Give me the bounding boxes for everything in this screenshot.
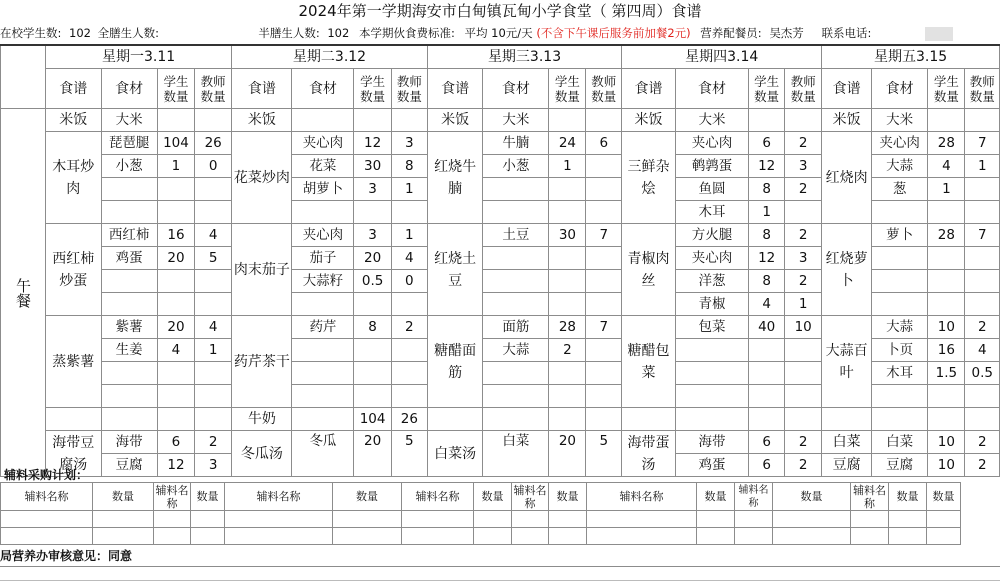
recipe-header: 食谱: [427, 69, 483, 109]
student-qty-cell: 28: [928, 224, 965, 247]
student-qty-cell: 3: [354, 224, 391, 247]
teacher-qty-cell: 2: [965, 454, 1000, 477]
teacher-qty-cell: 7: [586, 316, 622, 339]
teacher-qty-cell: 7: [965, 224, 1000, 247]
ingredient-cell: 琵琶腿: [101, 132, 157, 155]
dish-rice: 米饭: [622, 109, 676, 132]
half-value: 102: [327, 26, 350, 40]
aux-plan-label: 辅料采购计划：: [4, 468, 89, 482]
ingredient-cell: 夹心肉: [675, 132, 748, 155]
teacher-qty-cell: 6: [586, 132, 622, 155]
ingredient-header: 食材: [292, 69, 354, 109]
ingredient-cell: 卜页: [872, 339, 928, 362]
aux-qty-header: 数量: [773, 483, 851, 511]
ingredient-cell: [292, 109, 354, 132]
student-qty-cell: 12: [354, 132, 391, 155]
student-qty-cell: 20: [157, 316, 194, 339]
ingredient-cell: 大米: [101, 109, 157, 132]
ingredient-cell: 茄子: [292, 247, 354, 270]
student-qty-cell: 10: [928, 454, 965, 477]
student-qty-header: 学生数量: [157, 69, 194, 109]
student-qty-cell: 104: [157, 132, 194, 155]
ingredient-cell: 大蒜: [872, 155, 928, 178]
milk-teacher-qty: 26: [391, 408, 427, 431]
teacher-qty-cell: 10: [785, 316, 822, 339]
ingredient-cell: 冬瓜: [292, 431, 354, 477]
teacher-qty-cell: 4: [195, 224, 232, 247]
ingredient-cell: 木耳: [872, 362, 928, 385]
student-qty-header: 学生数量: [749, 69, 785, 109]
aux-name-short-header: 辅料名称: [851, 483, 889, 511]
ingredient-cell: 夹心肉: [292, 132, 354, 155]
teacher-qty-cell: 3: [785, 247, 822, 270]
redacted-phone: [925, 27, 953, 41]
recipe-header: 食谱: [822, 69, 872, 109]
student-qty-cell: 8: [749, 270, 785, 293]
ingredient-header: 食材: [872, 69, 928, 109]
student-qty-cell: 28: [549, 316, 586, 339]
teacher-qty-cell: 1: [391, 178, 427, 201]
dish-tue-3: 药芹茶干: [232, 316, 292, 408]
ingredient-cell: 药芹: [292, 316, 354, 339]
student-qty-cell: 12: [749, 247, 785, 270]
ingredient-cell: 鸡蛋: [101, 247, 157, 270]
aux-name-header: 辅料名称: [402, 483, 474, 511]
teacher-qty-cell: 4: [391, 247, 427, 270]
teacher-qty-cell: 3: [195, 454, 232, 477]
dish-rice: 米饭: [46, 109, 102, 132]
ingredient-cell: 鸡蛋: [675, 454, 748, 477]
ingredient-cell: 萝卜: [872, 224, 928, 247]
full-label: 全膳生人数:: [97, 26, 160, 40]
ingredient-cell: 生姜: [101, 339, 157, 362]
aux-name-header: 辅料名称: [735, 483, 773, 511]
student-qty-header: 学生数量: [354, 69, 391, 109]
teacher-qty-cell: 2: [965, 431, 1000, 454]
dish-tue-4: 冬瓜汤: [232, 431, 292, 477]
ingredient-cell: 豆腐: [872, 454, 928, 477]
ingredient-cell: 面筋: [483, 316, 549, 339]
student-qty-cell: 8: [749, 224, 785, 247]
student-qty-cell: 8: [354, 316, 391, 339]
student-qty-cell: 1: [549, 155, 586, 178]
aux-qty-header: 数量: [333, 483, 402, 511]
aux-qty-header: 数量: [697, 483, 735, 511]
student-qty-cell: 28: [928, 132, 965, 155]
student-qty-cell: 40: [749, 316, 785, 339]
ingredient-cell: 大蒜: [872, 316, 928, 339]
student-qty-cell: 12: [749, 155, 785, 178]
teacher-qty-cell: 4: [965, 339, 1000, 362]
ingredient-cell: 葱: [872, 178, 928, 201]
day-header-wed: 星期三3.13: [427, 45, 621, 69]
teacher-qty-cell: 7: [965, 132, 1000, 155]
ingredient-header: 食材: [675, 69, 748, 109]
half-label: 半膳生人数:: [258, 26, 320, 40]
aux-name-short-header: 辅料名称: [513, 483, 547, 510]
teacher-qty-cell: 1: [965, 155, 1000, 178]
teacher-qty-cell: [586, 339, 622, 362]
teacher-qty-cell: 1: [785, 293, 822, 316]
teacher-qty-cell: 5: [391, 431, 427, 477]
ingredient-cell: 木耳: [675, 201, 748, 224]
fee-note: (不含下午课后服务前加餐2元): [536, 26, 691, 40]
dish-mon-4: 海带豆腐汤: [46, 431, 102, 477]
teacher-qty-cell: 2: [785, 224, 822, 247]
ingredient-cell: 紫薯: [101, 316, 157, 339]
teacher-qty-cell: 3: [785, 155, 822, 178]
dish-wed-2: 红烧土豆: [427, 224, 483, 316]
student-qty-cell: 6: [749, 132, 785, 155]
dish-wed-3: 糖醋面筋: [427, 316, 483, 408]
student-qty-cell: 6: [749, 454, 785, 477]
phone-label: 联系电话:: [821, 26, 872, 40]
aux-qty-header: 数量: [191, 483, 225, 511]
dish-fri-2: 红烧萝卜: [822, 224, 872, 316]
dietitian-label: 营养配餐员:: [700, 26, 762, 40]
teacher-qty-cell: 1: [195, 339, 232, 362]
student-qty-cell: 4: [157, 339, 194, 362]
dish-fri-4b: 豆腐: [822, 454, 872, 477]
ingredient-cell: 大蒜: [483, 339, 549, 362]
student-qty-cell: 16: [928, 339, 965, 362]
teacher-qty-cell: 2: [785, 431, 822, 454]
teacher-qty-cell: 1: [391, 224, 427, 247]
teacher-qty-header: 教师数量: [391, 69, 427, 109]
ingredient-cell: 鱼圆: [675, 178, 748, 201]
corner-cell: [1, 45, 46, 109]
ingredient-cell: 小葱: [101, 155, 157, 178]
ingredient-cell: 夹心肉: [872, 132, 928, 155]
teacher-qty-cell: 5: [586, 431, 622, 477]
ingredient-cell: 胡萝卜: [292, 178, 354, 201]
dish-rice: 米饭: [232, 109, 292, 132]
student-qty-cell: 20: [354, 431, 391, 477]
dish-mon-2: 西红柿炒蛋: [46, 224, 102, 316]
students-label: 在校学生数:: [0, 26, 62, 40]
teacher-qty-cell: 3: [391, 132, 427, 155]
dish-tue-1: 花菜炒肉: [232, 132, 292, 224]
day-header-fri: 星期五3.15: [822, 45, 1000, 69]
teacher-qty-cell: 0: [391, 270, 427, 293]
ingredient-cell: 土豆: [483, 224, 549, 247]
approval-footer: 局营养办审核意见：同意: [0, 546, 1000, 567]
fee-label: 本学期伙食费标准:: [358, 26, 455, 40]
student-qty-cell: 20: [549, 431, 586, 477]
teacher-qty-cell: 5: [195, 247, 232, 270]
ingredient-cell: 豆腐: [101, 454, 157, 477]
teacher-qty-cell: 26: [195, 132, 232, 155]
ingredient-cell: 方火腿: [675, 224, 748, 247]
ingredient-cell: 大米: [483, 109, 549, 132]
ingredient-cell: 小葱: [483, 155, 549, 178]
teacher-qty-cell: 2: [195, 431, 232, 454]
aux-name-header: 辅料名称: [225, 483, 333, 511]
aux-qty-header: 数量: [889, 483, 927, 511]
dish-thu-4: 海带蛋汤: [622, 431, 676, 477]
student-qty-cell: 30: [354, 155, 391, 178]
teacher-qty-header: 教师数量: [965, 69, 1000, 109]
aux-name-header: 辅料名称: [1, 483, 93, 511]
student-qty-cell: 10: [928, 316, 965, 339]
teacher-qty-cell: 2: [785, 270, 822, 293]
student-qty-cell: 2: [549, 339, 586, 362]
student-qty-cell: 30: [549, 224, 586, 247]
teacher-qty-cell: 2: [785, 454, 822, 477]
ingredient-cell: 大蒜籽: [292, 270, 354, 293]
student-qty-cell: 1: [749, 201, 785, 224]
dish-mon-3: 蒸紫薯: [46, 316, 102, 408]
aux-qty-header: 数量: [927, 483, 961, 511]
menu-table: [0, 44, 1000, 477]
student-qty-cell: 6: [157, 431, 194, 454]
ingredient-cell: 鹌鹑蛋: [675, 155, 748, 178]
teacher-qty-cell: 0: [195, 155, 232, 178]
ingredient-cell: 花菜: [292, 155, 354, 178]
student-qty-cell: 20: [157, 247, 194, 270]
student-qty-cell: 16: [157, 224, 194, 247]
dish-tue-2: 肉末茄子: [232, 224, 292, 316]
aux-name-short-header: 辅料名称: [155, 483, 189, 510]
teacher-qty-cell: 0.5: [965, 362, 1000, 385]
aux-name-header: 辅料名称: [587, 483, 697, 511]
ingredient-cell: 白菜: [483, 431, 549, 477]
student-qty-cell: 1: [928, 178, 965, 201]
dish-fri-4a: 白菜: [822, 431, 872, 454]
lunch-label: 午餐: [1, 109, 46, 477]
student-qty-cell: 1.5: [928, 362, 965, 385]
dish-thu-3: 糖醋包菜: [622, 316, 676, 408]
student-qty-cell: 1: [157, 155, 194, 178]
ingredient-cell: 夹心肉: [292, 224, 354, 247]
dish-fri-3: 大蒜百叶: [822, 316, 872, 408]
student-qty-cell: 20: [354, 247, 391, 270]
student-qty-cell: 8: [749, 178, 785, 201]
ingredient-cell: 西红柿: [101, 224, 157, 247]
ingredient-header: 食材: [101, 69, 157, 109]
day-header-mon: 星期一3.11: [46, 45, 232, 69]
student-qty-cell: 4: [749, 293, 785, 316]
teacher-qty-cell: 7: [586, 224, 622, 247]
milk-student-qty: 104: [354, 408, 391, 431]
student-qty-cell: 4: [928, 155, 965, 178]
ingredient-cell: 白菜: [872, 431, 928, 454]
ingredient-cell: 包菜: [675, 316, 748, 339]
day-header-thu: 星期四3.14: [622, 45, 822, 69]
ingredient-cell: 海带: [101, 431, 157, 454]
teacher-qty-cell: 8: [391, 155, 427, 178]
aux-qty-header: 数量: [549, 483, 587, 511]
recipe-header: 食谱: [232, 69, 292, 109]
aux-qty-header: 数量: [93, 483, 154, 511]
info-line: [0, 24, 1000, 42]
recipe-header: 食谱: [46, 69, 102, 109]
student-qty-cell: 6: [749, 431, 785, 454]
ingredient-header: 食材: [483, 69, 549, 109]
teacher-qty-cell: 4: [195, 316, 232, 339]
ingredient-cell: 海带: [675, 431, 748, 454]
aux-table: [0, 482, 961, 545]
teacher-qty-header: 教师数量: [586, 69, 622, 109]
student-qty-cell: 3: [354, 178, 391, 201]
dish-mon-1: 木耳炒肉: [46, 132, 102, 224]
students-value: 102: [69, 26, 91, 40]
teacher-qty-cell: 2: [785, 132, 822, 155]
dish-wed-1: 红烧牛腩: [427, 132, 483, 224]
teacher-qty-header: 教师数量: [195, 69, 232, 109]
fee-value: 平均 10元/天: [464, 26, 533, 40]
bottom-divider: [0, 580, 1000, 581]
teacher-qty-header: 教师数量: [785, 69, 822, 109]
aux-qty-header: 数量: [474, 483, 512, 511]
ingredient-cell: 夹心肉: [675, 247, 748, 270]
dish-fri-1: 红烧肉: [822, 132, 872, 224]
teacher-qty-cell: [586, 155, 622, 178]
dish-thu-1: 三鲜杂烩: [622, 132, 676, 224]
teacher-qty-cell: [965, 178, 1000, 201]
milk-cell: 牛奶: [232, 408, 292, 431]
student-qty-header: 学生数量: [928, 69, 965, 109]
student-qty-cell: 24: [549, 132, 586, 155]
dish-wed-4: 白菜汤: [427, 431, 483, 477]
student-qty-cell: 12: [157, 454, 194, 477]
teacher-qty-cell: 2: [391, 316, 427, 339]
ingredient-cell: 洋葱: [675, 270, 748, 293]
recipe-header: 食谱: [622, 69, 676, 109]
ingredient-cell: 大米: [872, 109, 928, 132]
teacher-qty-cell: 2: [965, 316, 1000, 339]
student-qty-header: 学生数量: [549, 69, 586, 109]
ingredient-cell: 大米: [675, 109, 748, 132]
dish-rice: 米饭: [822, 109, 872, 132]
ingredient-cell: 牛腩: [483, 132, 549, 155]
teacher-qty-cell: [785, 201, 822, 224]
student-qty-cell: 0.5: [354, 270, 391, 293]
dish-rice: 米饭: [427, 109, 483, 132]
teacher-qty-cell: 2: [785, 178, 822, 201]
ingredient-cell: 青椒: [675, 293, 748, 316]
dish-thu-2: 青椒肉丝: [622, 224, 676, 316]
student-qty-cell: 10: [928, 431, 965, 454]
day-header-tue: 星期二3.12: [232, 45, 428, 69]
dietitian-value: 吴杰芳: [769, 26, 804, 40]
page-title: 2024年第一学期海安市白甸镇瓦甸小学食堂（ 第四周）食谱: [298, 2, 702, 20]
